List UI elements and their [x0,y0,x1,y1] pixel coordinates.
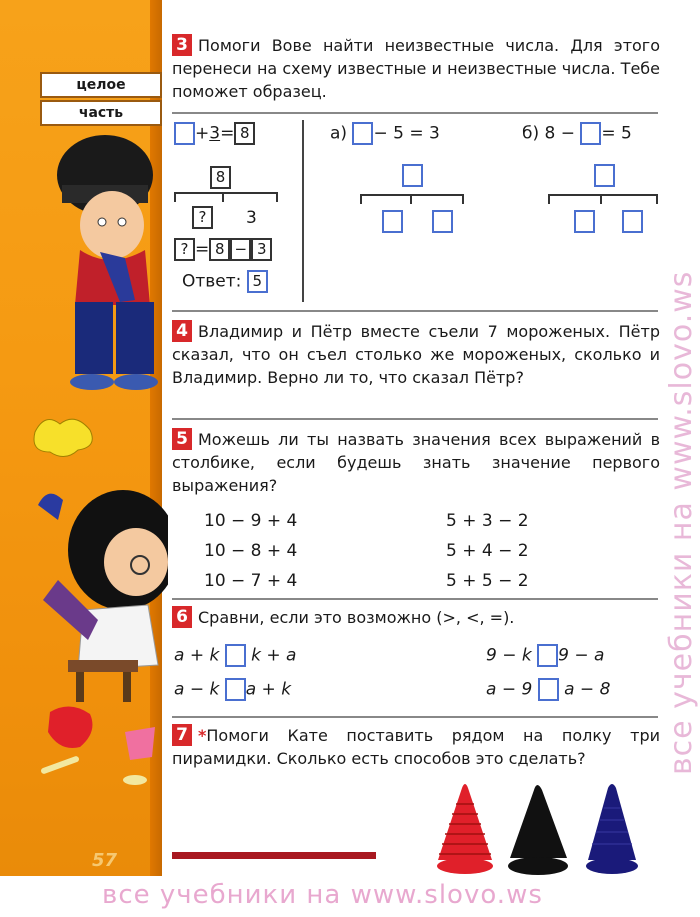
sample-brace [174,192,278,202]
blue-pyramid-icon [586,784,638,874]
expression: 10 − 8 + 4 [204,541,298,561]
yellow-cloth-icon [30,412,100,462]
brace-split [600,194,602,204]
task7-number: 7 [172,724,192,746]
task3a-part2-box[interactable] [432,210,453,233]
task5-body: Можешь ли ты назвать значения всех выражений в столбике, если будешь знать значение первого выражения? [172,430,660,495]
legend-part: часть [40,100,162,126]
expression: 10 − 7 + 4 [204,571,298,591]
expression: 10 − 9 + 4 [204,511,298,531]
task4-body: Владимир и Пётр вместе съели 7 мороженых. Пётр сказал, что он съел столько же мороженых, сколько и Владимир. Верно ли то, что сказал Пётр? [172,322,660,387]
task5-text [172,428,660,497]
task3-sample-expression: +3= 8 [174,122,255,145]
divider [172,716,658,718]
compare-box[interactable] [225,644,246,667]
sample-part-q: ? [192,206,213,229]
task3-body: Помоги Вове найти неизвестные числа. Для этого перенеси на схему известные и неизвестные числа. Тебе поможет образец. [172,36,660,101]
expression: 5 + 3 − 2 [446,511,529,531]
girl-illustration [28,480,168,710]
compare-box[interactable] [225,678,246,701]
sample-part-3: 3 [246,208,257,228]
task6-row1-left: a + k k + a [174,645,297,666]
divider [172,598,658,600]
answer-box[interactable] [174,122,195,145]
pyramids [432,780,662,878]
sample-result: ? = 8 − 3 [174,238,272,261]
task3b-part1-box[interactable] [574,210,595,233]
side-watermark: все учебники на www.slovo.ws [664,270,699,775]
task3b-whole-box[interactable] [594,164,615,187]
star-mark: * [198,726,207,745]
boy-illustration [40,130,170,395]
task6-text [172,606,660,629]
task3b-part2-box[interactable] [622,210,643,233]
task3a-brace [360,194,464,204]
bottom-watermark: все учебники на www.slovo.ws [102,880,543,910]
task3b-expression: б) 8 − = 5 [522,123,632,144]
task3b-brace [548,194,658,204]
task6-body: Сравни, если это возможно (>, <, =). [198,608,515,627]
compare-box[interactable] [538,678,559,701]
task5-column1 [204,506,297,596]
task3a-unknown-box[interactable] [352,122,373,145]
shelf [172,852,376,859]
task3a-whole-box[interactable] [402,164,423,187]
task6-row1-right: 9 − k 9 − a [486,645,605,666]
task3-number: 3 [172,34,192,56]
task3a-part1-box[interactable] [382,210,403,233]
red-pyramid-icon [437,784,493,874]
task3-text [172,34,660,103]
sample-whole: 8 [210,166,231,189]
task6-number: 6 [172,606,192,628]
black-pyramid-icon [508,785,568,875]
vertical-divider [302,120,304,302]
task3a-expression: а) − 5 = 3 [330,123,440,144]
task6-row2-right: a − 9 a − 8 [486,679,611,700]
brace-split [410,194,412,204]
task5-number: 5 [172,428,192,450]
divider [172,112,658,114]
legend-whole: целое [40,72,162,98]
task4-number: 4 [172,320,192,342]
task6-row2-left: a − k a + k [174,679,292,700]
task4-text [172,320,660,389]
task3b-unknown-box[interactable] [580,122,601,145]
divider [172,418,658,420]
divider [172,310,658,312]
task7-text [172,724,660,770]
expression: 5 + 5 − 2 [446,571,529,591]
toys-illustration [40,702,160,792]
task7-body: Помоги Кате поставить рядом на полку три пирамидки. Сколько есть способов это сделать? [172,726,660,768]
expression: 5 + 4 − 2 [446,541,529,561]
page-number: 57 [92,850,118,871]
task5-column2 [446,506,529,596]
brace-split [222,192,224,202]
compare-box[interactable] [537,644,558,667]
sample-answer: Ответ: 5 [182,270,268,293]
